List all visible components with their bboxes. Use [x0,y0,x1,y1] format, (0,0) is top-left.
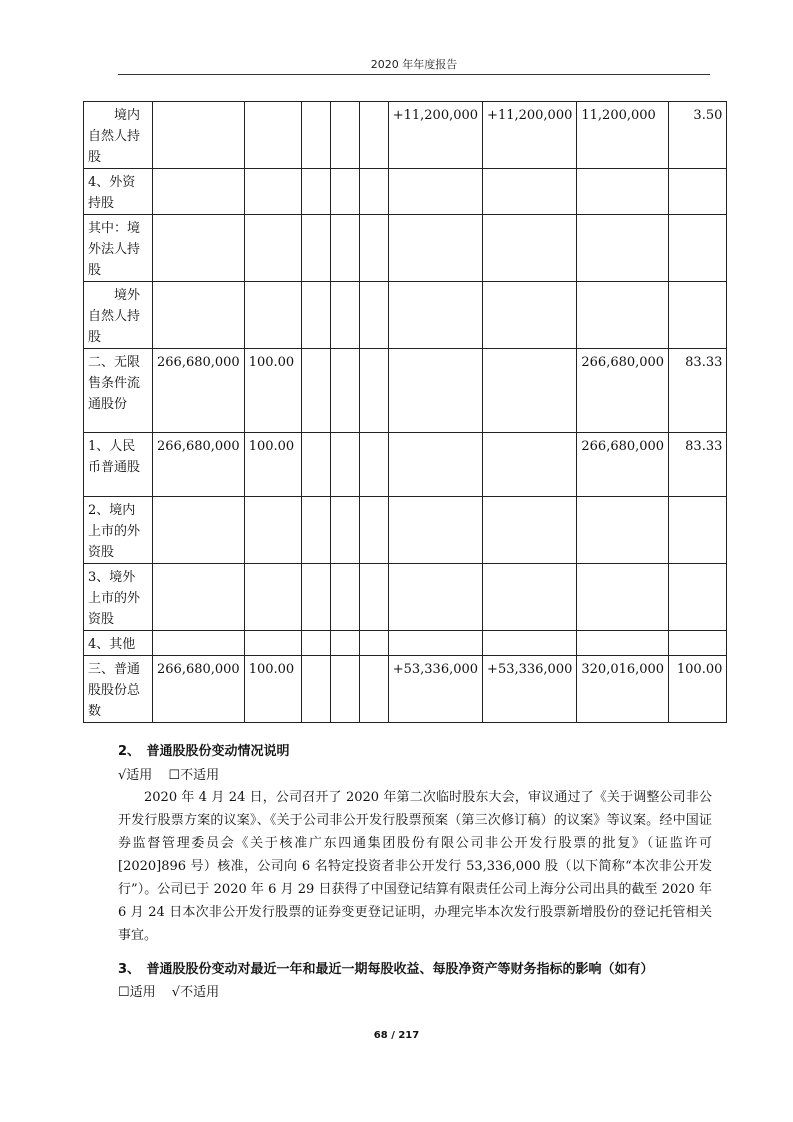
table-cell [359,564,388,631]
table-cell: 3.50 [669,102,727,169]
table-cell [330,631,359,656]
table-cell: 100.00 [244,349,301,433]
table-cell [330,564,359,631]
table-row [84,656,727,723]
row-label: 4、其他 [84,631,153,656]
table-cell: +53,336,000 [483,656,577,723]
table-cell [577,282,669,349]
table-row [84,102,727,169]
table-cell [330,215,359,282]
section-2-title: 2、 普通股股份变动情况说明 [118,744,290,759]
table-cell [483,564,577,631]
table-row [84,433,727,497]
table-cell [153,497,245,564]
table-cell [669,215,727,282]
table-cell [359,433,388,497]
table-cell: 100.00 [244,433,301,497]
table-cell [483,215,577,282]
table-cell [301,656,330,723]
table-cell [483,433,577,497]
table-cell [244,102,301,169]
table-cell [388,497,482,564]
table-cell [577,564,669,631]
table-cell: 320,016,000 [577,656,669,723]
table-cell [301,497,330,564]
table-cell [301,433,330,497]
table-cell: 83.33 [669,349,727,433]
table-cell [301,102,330,169]
table-cell: 11,200,000 [577,102,669,169]
table-row [84,215,727,282]
table-cell [388,631,482,656]
table-cell [359,631,388,656]
table-cell [388,564,482,631]
table-cell [359,349,388,433]
not-applicable-checkbox: √不适用 [171,985,220,1000]
table-cell [244,169,301,215]
section-3-options [118,981,231,1000]
table-cell [577,215,669,282]
table-cell: 100.00 [244,656,301,723]
table-cell [153,102,245,169]
table-cell [359,102,388,169]
row-label: 4、外资持股 [84,169,153,215]
table-cell: +53,336,000 [388,656,482,723]
table-cell: +11,200,000 [483,102,577,169]
table-row [84,497,727,564]
table-cell [483,631,577,656]
section-2-options [118,764,231,783]
table-cell: +11,200,000 [388,102,482,169]
section-3-title: 3、 普通股股份变动对最近一年和最近一期每股收益、每股净资产等财务指标的影响（如有） [118,962,654,977]
table-cell [301,349,330,433]
table-cell [153,282,245,349]
table-cell: 266,680,000 [153,349,245,433]
applicable-checkbox: ☐适用 [118,985,156,1000]
table-cell [669,631,727,656]
table-cell [301,215,330,282]
applicable-checkbox: √适用 [118,768,153,783]
table-cell [388,215,482,282]
row-label: 境外自然人持股 [84,282,153,349]
table-cell [330,169,359,215]
table-cell [483,349,577,433]
row-label: 二、无限售条件流通股份 [84,349,153,433]
table-cell [577,169,669,215]
table-cell [301,282,330,349]
row-label: 3、境外上市的外资股 [84,564,153,631]
table-cell [388,349,482,433]
table-cell: 83.33 [669,433,727,497]
table-row [84,564,727,631]
table-cell [244,564,301,631]
table-cell [301,564,330,631]
table-cell [244,215,301,282]
table-cell: 266,680,000 [153,656,245,723]
table-cell [669,169,727,215]
table-row [84,282,727,349]
table-cell [153,215,245,282]
table-cell: 266,680,000 [577,433,669,497]
table-cell [359,215,388,282]
table-cell [483,169,577,215]
table-cell [301,169,330,215]
row-label: 三、普通股股份总数 [84,656,153,723]
not-applicable-checkbox: ☐不适用 [168,768,220,783]
table-cell [483,497,577,564]
table-cell [669,564,727,631]
table-cell [153,169,245,215]
table-cell [330,349,359,433]
table-cell [244,631,301,656]
table-row [84,169,727,215]
table-cell [577,631,669,656]
table-cell [359,282,388,349]
table-cell [577,497,669,564]
table-cell [669,282,727,349]
row-label: 其中：境外法人持股 [84,215,153,282]
table-cell [330,497,359,564]
table-cell [359,169,388,215]
table-cell [388,433,482,497]
table-cell [330,433,359,497]
table-row [84,631,727,656]
table-cell: 100.00 [669,656,727,723]
section-2-paragraph: 2020 年 4 月 24 日，公司召开了 2020 年第二次临时股东大会，审议通过了《关于调整公司非公开发行股票方案的议案》、《关于公司非公开发行股票预案（第三次修订稿）的议案》等议案。经中国证券监督管理委员会《关于核准广东四通集团股份有限公司非公开发行股票的批复》（证监许可[2020]896 号）核准，公司向 6 名特定投资者非公开发行 53,336,000 股（以下简称“本次非公开发行”）。公司已于 2020 年 6 月 29 日获得了中国登记结算有限责任公司上海分公司出具的截至 2020 年 6 月 24 日本次非公开发行股票的证券变更登记证明，办理完毕本次发行股票新增股份的登记托管相关事宜。 [118,790,712,943]
header-divider [118,74,710,75]
table-cell [359,656,388,723]
table-cell [330,102,359,169]
table-cell [153,564,245,631]
row-label: 2、境内上市的外资股 [84,497,153,564]
table-cell: 266,680,000 [153,433,245,497]
table-cell [669,497,727,564]
report-header: 2020 年年度报告 [370,58,458,71]
row-label: 境内自然人持股 [84,102,153,169]
table-cell [244,282,301,349]
table-cell [301,631,330,656]
table-cell: 266,680,000 [577,349,669,433]
table-cell [359,497,388,564]
table-cell [330,282,359,349]
share-change-table [83,101,727,723]
row-label: 1、人民币普通股 [84,433,153,497]
table-cell [330,656,359,723]
table-cell [244,497,301,564]
table-cell [483,282,577,349]
page-number: 68 / 217 [373,1030,420,1041]
table-cell [153,631,245,656]
table-cell [388,282,482,349]
table-cell [388,169,482,215]
table-row [84,349,727,433]
